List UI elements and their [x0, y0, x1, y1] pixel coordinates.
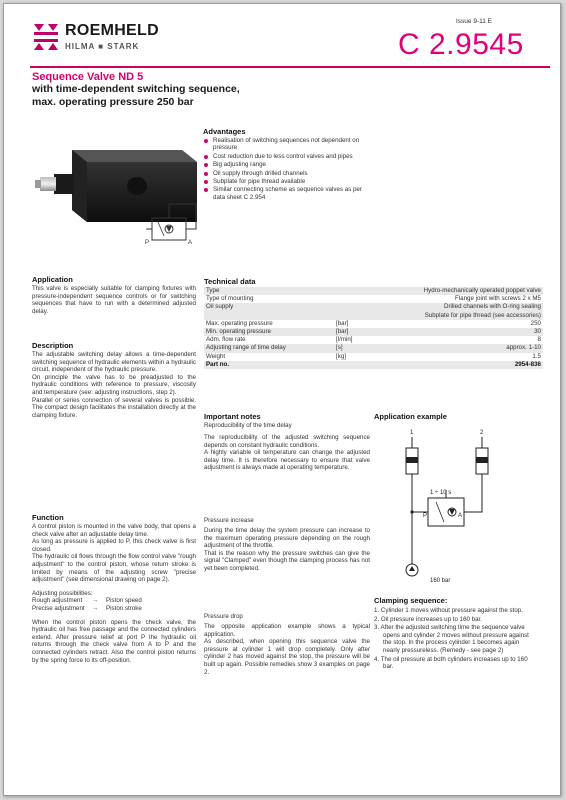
clamping-sequence-heading: Clamping sequence: — [374, 596, 448, 605]
table-row — [204, 303, 543, 311]
pressure-drop-body — [204, 623, 370, 676]
table-row — [204, 320, 543, 328]
pressure-increase-body — [204, 527, 370, 573]
adjusting-heading: Adjusting possibilities: — [32, 589, 93, 597]
pressure-drop-paragraph: As described, when opening this sequence valve the pressure at cylinder 1 will drop completely. Only after cylinder 2 has moved against the stop, the pressure will be built up again. Possible remedies show 3 examples on page 2. — [204, 638, 370, 676]
tech-value-cell: 30 — [398, 328, 543, 336]
port-a-label: A — [458, 513, 463, 519]
technical-data-heading: Technical data — [204, 277, 256, 286]
advantages-heading: Advantages — [203, 127, 246, 136]
list-item: Oil supply through drilled channels — [203, 170, 373, 177]
table-row — [204, 353, 543, 361]
tech-unit-cell: [s] — [334, 344, 398, 352]
document-number: C 2.9545 — [398, 28, 524, 61]
pressure-drop-heading: Pressure drop — [204, 613, 243, 620]
port-p-label: P — [423, 513, 428, 519]
arrow-icon: → — [92, 604, 99, 612]
list-item: 3. After the adjusted switching time the sequence valve opens and cylinder 2 moves without pressure against the stop. In the process cylinder 1 becomes again nearly pressureless. (Remedy - see page 2) — [374, 624, 529, 654]
brand-subtitle: HILMA ■ STARK — [65, 42, 140, 51]
tech-unit-cell: [kg] — [336, 352, 346, 360]
product-title: Sequence Valve ND 5 — [32, 71, 144, 83]
arrow-icon: → — [92, 597, 99, 605]
list-item: Big adjusting range — [203, 161, 373, 168]
tech-label-cell: Max. operating pressure — [206, 319, 273, 327]
list-item: Cost reduction due to less control valves and pipes — [203, 153, 373, 160]
tech-label-cell: Oil supply — [204, 303, 334, 311]
header-rule — [30, 66, 550, 68]
table-row — [204, 312, 543, 320]
description-body — [32, 351, 196, 419]
pressure-label: 160 bar — [430, 578, 451, 584]
pressure-increase-paragraph: That is the reason why the pressure switches can give the signal "Clamped" even though the clamping process has not yet been completed. — [204, 549, 370, 572]
tech-unit-cell — [334, 312, 398, 320]
cylinder-1-label: 1 — [410, 430, 414, 436]
tech-value-cell: 1.5 — [532, 352, 541, 360]
pressure-increase-heading: Pressure increase — [204, 517, 254, 524]
tech-label-cell: Adjusting range of time delay — [204, 344, 334, 352]
function-paragraph: The hydraulic oil flows through the flow control valve "rough adjustment" to the control piston, whose return stroke is limited by means of the adjusting screw "precise adjustment" (see dimensional drawing on page 2). — [32, 553, 196, 584]
timing-label: 1 ÷ 10 s — [430, 490, 452, 496]
function-paragraph: When the control piston opens the check valve, the hydraulic oil has free passage and the connected cylinders extend. After pressure relief at port P the hydraulic oil returns through the check valve from A to P and the connected cylinders retract. Also the control piston returns by the spring force to its off-position. — [32, 618, 196, 664]
valve-symbol-diagram — [144, 194, 204, 252]
tech-value-cell: Hydro-mechanically operated poppet valve — [398, 287, 543, 295]
description-paragraph: Parallel or series connection of several valves is possible. The compact design facilitates the installation directly at the clamping fixture. — [32, 396, 196, 419]
important-paragraph: A highly variable oil temperature can change the adjusted delay time. It is therefore necessary to ensure that valve adjustment is always made at operating temperature. — [204, 449, 370, 472]
list-item: Realisation of switching sequences not dependent on pressure — [203, 137, 373, 152]
description-paragraph: On principle the valve has to be preadjusted to the hydraulic conditions with reference to pressure, viscosity and temperature (see: adjusting instructions, step 2). — [32, 373, 196, 396]
adjusting-row — [32, 597, 196, 605]
clamping-sequence-list — [374, 607, 534, 672]
tech-unit-cell: [l/min] — [336, 336, 353, 344]
tech-label-cell: Adm. flow rate — [206, 336, 246, 344]
adjusting-label: Rough adjustment — [32, 597, 83, 605]
tech-label-cell: Type — [204, 287, 334, 295]
tech-value-cell: 8 — [537, 336, 541, 344]
table-row — [204, 344, 543, 352]
function-paragraph: A control piston is mounted in the valve body, that opens a check valve after an adjustable delay time. — [32, 523, 196, 538]
adjusting-row — [32, 605, 196, 613]
important-notes-heading: Important notes — [204, 412, 261, 421]
tech-value-cell: 2954-836 — [398, 361, 543, 369]
list-item: 1. Cylinder 1 moves without pressure against the stop. — [374, 607, 523, 614]
description-heading: Description — [32, 341, 74, 350]
product-subtitle-2: max. operating pressure 250 bar — [32, 96, 194, 108]
tech-unit-cell — [334, 361, 398, 369]
list-item: 2. Oil pressure increases up to 160 bar. — [374, 615, 482, 623]
function-body — [32, 523, 196, 664]
table-row — [204, 328, 543, 336]
tech-label-cell: Weight — [206, 352, 226, 360]
table-row — [204, 336, 543, 344]
application-text: This valve is especially suitable for clamping fixtures with pressure-independent sequence controls or for switching sequences that have to run with a determined adjusted delay. — [32, 285, 196, 315]
pressure-increase-paragraph: During the time delay the system pressure can increase to the maximum operating pressure depending on the rough adjustment of the throttle. — [204, 527, 370, 550]
adjusting-label: Precise adjustment — [32, 604, 85, 612]
advantages-list — [203, 137, 373, 202]
pressure-drop-paragraph: The opposite application example shows a typical application. — [204, 623, 370, 638]
tech-unit-cell — [334, 295, 398, 303]
application-example-heading: Application example — [374, 412, 447, 421]
list-item: 4. The oil pressure at both cylinders increases up to 160 bar. — [374, 655, 528, 671]
issue-label: Issue 9-11 E — [456, 18, 493, 25]
adjusting-result: Piston stroke — [106, 604, 142, 612]
function-heading: Function — [32, 513, 64, 522]
roemheld-logo-icon — [32, 20, 60, 54]
datasheet-page — [3, 3, 561, 796]
important-paragraph: The reproducibility of the adjusted switching sequence depends on constant hydraulic conditions. — [204, 434, 370, 449]
tech-value-cell: Flange joint with screws 2 x M5 — [455, 295, 541, 303]
list-item: Subplate for pipe thread available — [203, 178, 373, 185]
tech-value-cell: Subplate for pipe thread (see accessories) — [398, 312, 543, 320]
application-heading: Application — [32, 275, 73, 284]
description-paragraph: The adjustable switching delay allows a time-dependent switching sequence of hydraulic elements within a hydraulic circuit, independent of the hydraulic pressure. — [32, 351, 196, 374]
tech-value-cell: 250 — [530, 319, 541, 327]
cylinder-2-label: 2 — [480, 430, 484, 436]
table-row — [204, 295, 543, 303]
tech-label-cell: Min. operating pressure — [204, 328, 334, 336]
tech-value-cell: approx. 1-10 — [398, 344, 543, 352]
function-paragraph: As long as pressure is applied to P, this check valve is first closed. — [32, 538, 196, 553]
technical-data-table — [204, 287, 543, 369]
reproducibility-subheading: Reproducibility of the time delay — [204, 422, 292, 429]
table-row — [204, 361, 543, 369]
adjusting-list — [32, 597, 196, 612]
tech-unit-cell — [334, 303, 398, 311]
list-item: Similar connecting scheme as sequence valves as per data sheet C 2.954 — [203, 186, 373, 201]
port-p-label: P — [145, 240, 150, 246]
tech-unit-cell: [bar] — [336, 319, 349, 327]
important-notes-body — [204, 434, 370, 472]
application-example-diagram — [382, 424, 532, 589]
tech-value-cell: Drilled channels with O-ring sealing — [398, 303, 543, 311]
table-row — [204, 287, 543, 295]
port-a-label: A — [188, 240, 193, 246]
adjusting-result: Piston speed — [106, 597, 142, 605]
tech-label-cell: Part no. — [204, 361, 334, 369]
tech-unit-cell: [bar] — [334, 328, 398, 336]
product-subtitle-1: with time-dependent switching sequence, — [32, 83, 240, 95]
tech-label-cell — [204, 312, 334, 320]
tech-unit-cell — [334, 287, 398, 295]
brand-name: ROEMHELD — [65, 22, 159, 39]
tech-label-cell: Type of mounting — [206, 295, 254, 303]
